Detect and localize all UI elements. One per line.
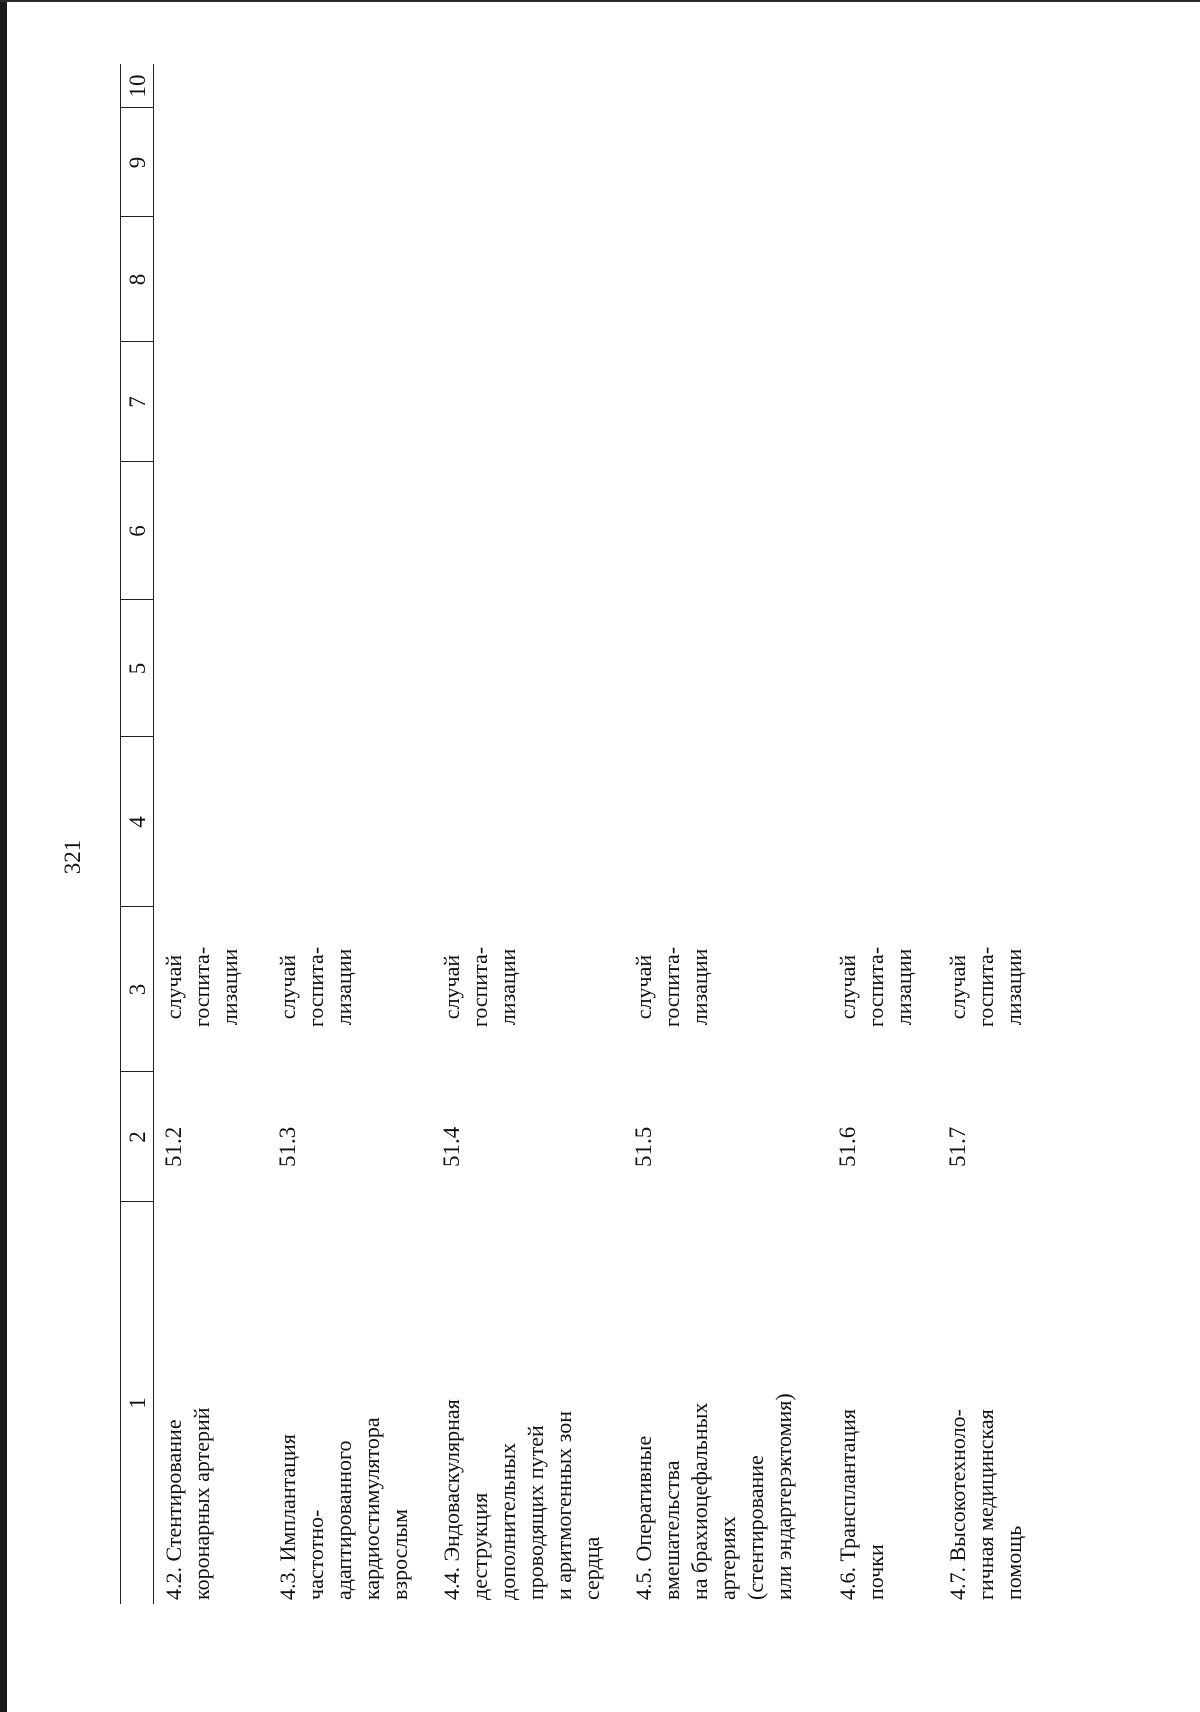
header-col-4: 4 bbox=[125, 816, 150, 828]
row-name: 4.6. Трансплантация почки bbox=[835, 1408, 888, 1600]
row-code: 51.3 bbox=[275, 1126, 300, 1167]
header-col-2: 2 bbox=[125, 1131, 150, 1143]
table-header-rule bbox=[153, 64, 154, 1604]
header-col-10: 10 bbox=[125, 74, 150, 98]
row-unit: случай госпита- лизации bbox=[945, 946, 1026, 1028]
page-number: 321 bbox=[60, 839, 85, 875]
row-unit: случай госпита- лизации bbox=[631, 946, 712, 1028]
header-col-6: 6 bbox=[125, 525, 150, 537]
row-name: 4.5. Оперативные вмешательства на брахиоцефальных артериях (стентирование или эндартерэктомия) bbox=[631, 1393, 796, 1600]
header-col-9: 9 bbox=[125, 156, 150, 169]
row-name: 4.7. Высокотехноло- гичная медицинская помощь bbox=[945, 1409, 1026, 1600]
row-code: 51.5 bbox=[631, 1126, 656, 1167]
row-unit: случай госпита- лизации bbox=[835, 946, 916, 1028]
row-code: 51.6 bbox=[835, 1126, 860, 1167]
row-name: 4.4. Эндоваскулярная деструкция дополнительных проводящих путей и аритмогенных зон сердца bbox=[439, 1399, 604, 1600]
table-top-rule bbox=[120, 64, 121, 1604]
row-unit: случай госпита- лизации bbox=[439, 946, 520, 1028]
header-col-1: 1 bbox=[125, 1397, 150, 1409]
header-col-5: 5 bbox=[125, 662, 150, 675]
row-name: 4.2. Стентирование коронарных артерий bbox=[161, 1407, 214, 1600]
row-code: 51.2 bbox=[161, 1126, 186, 1167]
header-col-7: 7 bbox=[125, 396, 150, 408]
row-unit: случай госпита- лизации bbox=[161, 946, 242, 1028]
row-name: 4.3. Имплантация частотно- адаптированного кардиостимулятора взрослым bbox=[275, 1417, 412, 1600]
row-unit: случай госпита- лизации bbox=[275, 946, 356, 1028]
row-code: 51.4 bbox=[439, 1126, 464, 1167]
header-col-3: 3 bbox=[125, 983, 150, 996]
row-code: 51.7 bbox=[945, 1126, 970, 1167]
header-col-8: 8 bbox=[125, 273, 150, 286]
